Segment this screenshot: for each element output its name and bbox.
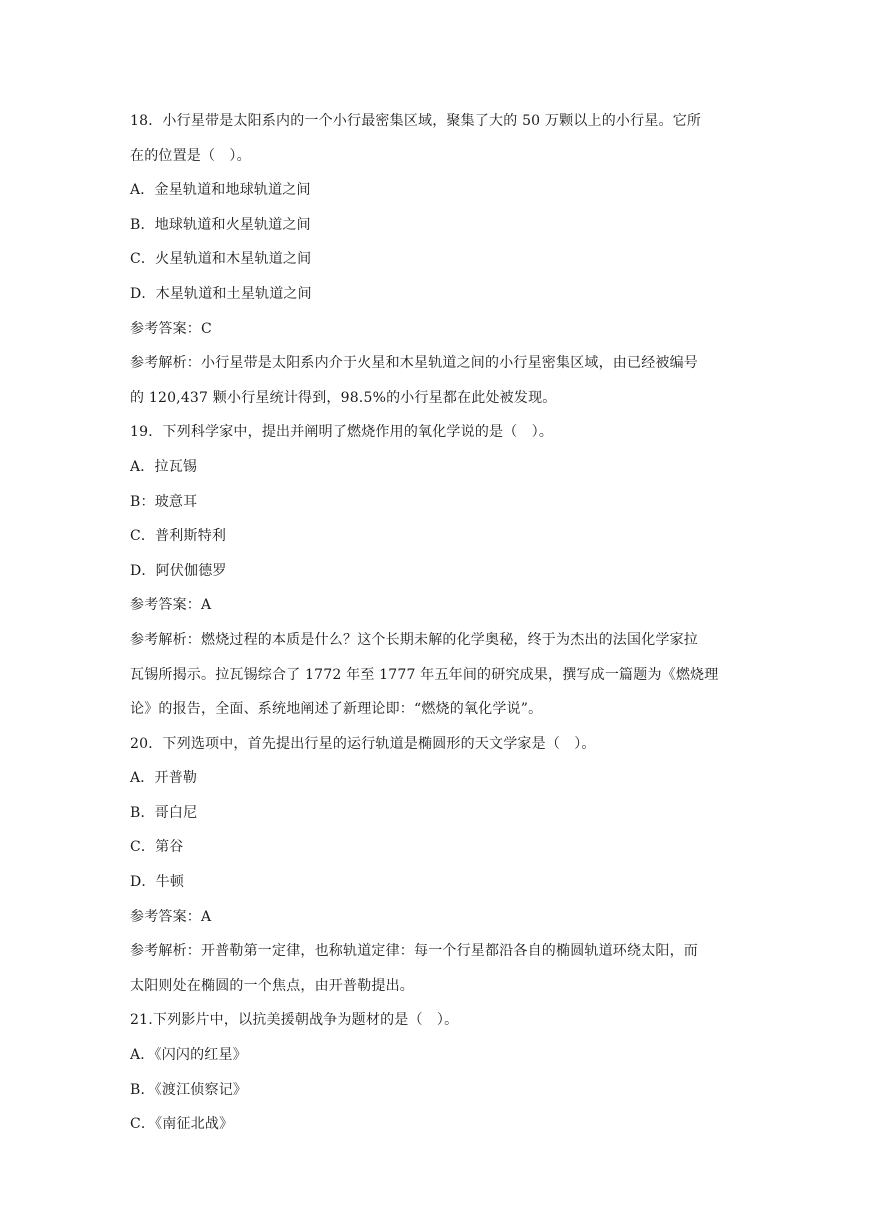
q19-option-c: C．普利斯特利: [130, 528, 227, 545]
q19-explanation-line-2: 瓦锡所揭示。拉瓦锡综合了 1772 年至 1777 年五年间的研究成果，撰写成一篇题为《燃烧理: [130, 666, 719, 683]
q20-explanation-line-2: 太阳则处在椭圆的一个焦点，由开普勒提出。: [130, 977, 414, 994]
q18-option-b: B．地球轨道和火星轨道之间: [130, 216, 311, 233]
q19-stem: 19．下列科学家中，提出并阐明了燃烧作用的氧化学说的是（ ）。: [130, 424, 554, 441]
q20-option-d: D．牛顿: [130, 874, 185, 891]
q20-option-b: B．哥白尼: [130, 804, 198, 821]
q20-answer: 参考答案：A: [130, 908, 212, 925]
q18-stem-line-2: 在的位置是（ ）。: [130, 147, 251, 164]
q18-option-d: D．木星轨道和土星轨道之间: [130, 285, 312, 302]
q20-option-a: A．开普勒: [130, 770, 198, 787]
q19-option-a: A．拉瓦锡: [130, 458, 198, 475]
q21-stem: 21.下列影片中，以抗美援朝战争为题材的是（ ）。: [130, 1012, 459, 1029]
document-body: [130, 104, 742, 1142]
q19-option-b: B：玻意耳: [130, 493, 198, 510]
q21-option-c: C．《南征北战》: [130, 1116, 234, 1133]
q19-explanation-line-3: 论》的报告，全面、系统地阐述了新理论即：“燃烧的氧化学说”。: [130, 701, 543, 718]
q18-option-c: C．火星轨道和木星轨道之间: [130, 251, 312, 268]
q18-option-a: A．金星轨道和地球轨道之间: [130, 182, 311, 199]
q20-stem: 20．下列选项中，首先提出行星的运行轨道是椭圆形的天文学家是（ ）。: [130, 735, 596, 752]
q20-explanation-line-1: 参考解析：开普勒第一定律，也称轨道定律：每一个行星都沿各自的椭圆轨道环绕太阳，而: [130, 943, 698, 960]
q18-explanation-line-2: 的 120,437 颗小行星统计得到，98.5%的小行星都在此处被发现。: [130, 389, 557, 406]
q20-option-c: C．第谷: [130, 839, 184, 856]
q21-option-b: B．《渡江侦察记》: [130, 1081, 248, 1098]
q19-answer: 参考答案：A: [130, 597, 212, 614]
q19-explanation-line-1: 参考解析：燃烧过程的本质是什么？这个长期未解的化学奥秘，终于为杰出的法国化学家拉: [130, 631, 698, 648]
q18-explanation-line-1: 参考解析：小行星带是太阳系内介于火星和木星轨道之间的小行星密集区域，由已经被编号: [130, 355, 698, 372]
q18-answer: 参考答案：C: [130, 320, 212, 337]
q21-option-a: A．《闪闪的红星》: [130, 1047, 247, 1064]
q18-stem-line-1: 18．小行星带是太阳系内的一个小行最密集区域，聚集了大的 50 万颗以上的小行星。它所: [130, 113, 702, 129]
q19-option-d: D．阿伏伽德罗: [130, 562, 227, 579]
